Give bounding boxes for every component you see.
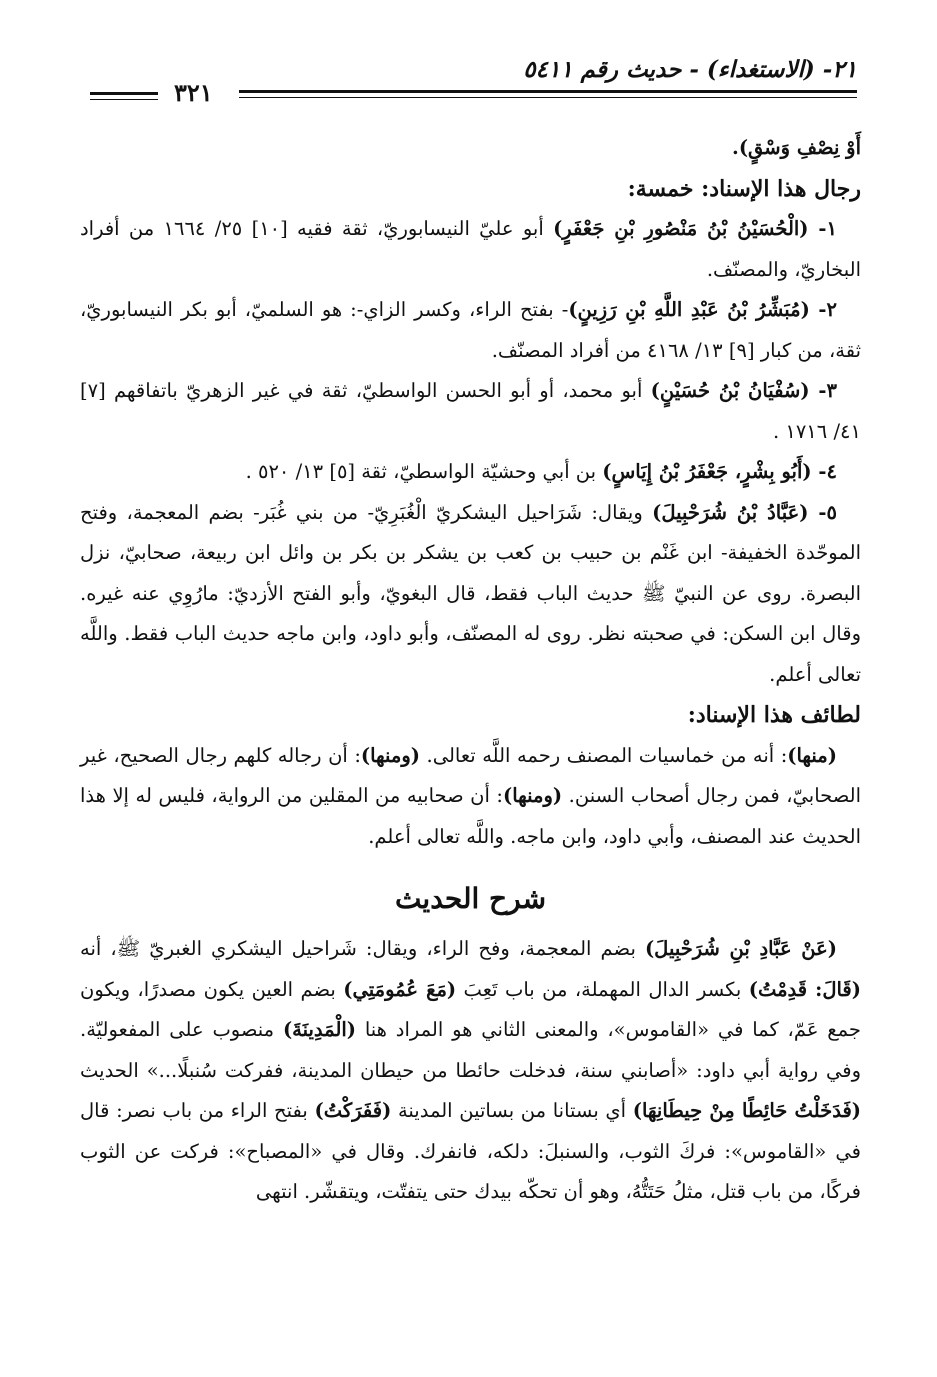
explanation-text-4: منصوب على المفعوليّة. وفي رواية أبي داود: «أصابني سنة، فدخلت حائطا من حيطان المدينة، ففركت سُنبلًا...» الحديث (80, 1018, 861, 1082)
explanation-quote-3: (مَعَ عُمُومَتِي) (343, 977, 457, 1001)
heading-narrators: رجال هذا الإسناد: خمسة: (627, 175, 861, 202)
subtleties-text-2: : أن رجاله كلهم رجال الصحيح، غير الصحابيّ، فمن رجال أصحاب السنن. (80, 743, 861, 807)
narrator-2 (80, 290, 861, 371)
header-title: ٢١- (الاستغداء) - حديث رقم ٥٤١١ (523, 56, 857, 83)
narrator-1 (80, 209, 861, 290)
narrator-2-name: ٢- (مُبَشِّرُ بْنُ عَبْدِ اللَّهِ بْنِ رَزِينٍ) (568, 298, 838, 321)
heading-explanation: شرح الحديث (394, 882, 547, 915)
explanation-quote-2: (قَالَ: قَدِمْتُ) (748, 977, 861, 1001)
narrator-5-name: ٥- (عَبَّادُ بْنُ شُرَحْبِيلَ) (652, 500, 837, 524)
running-header (90, 52, 857, 112)
narrator-1-text: أبو عليّ النيسابوريّ، ثقة فقيه [١٠] ٢٥/ ١٦٦٤ من أفراد البخاريّ، والمصنّف. (80, 217, 861, 281)
page-number: ٣٢١ (174, 78, 213, 107)
narrator-3 (80, 371, 861, 452)
explanation-text-1: بضم المعجمة، وفح الراء، ويقال: شَراحيل اليشكري الغبريّ ﷺ، أنه (80, 937, 645, 960)
subtleties-text-1: : أنه من خماسيات المصنف رحمه اللَّه تعالى. (420, 743, 788, 767)
narrator-1-name: ١- (الْحُسَيْنُ بْنُ مَنْصُورِ بْنِ جَعْفَرٍ) (553, 217, 838, 240)
explanation-text-6: بفتح الراء من باب نصر: قال في «القاموس»: فركَ الثوب، والسنبلَ: دلكه، فانفرك. وقال في «المصباح»: فركت عن الثوب فركًا، من باب قتل، مثلُ حَتَتُّهُ، وهو أن تحكّه بيدك حتى يتفتّت، ويتقشّر. انتهى (80, 1099, 861, 1203)
explanation-quote-1: (عَنْ عَبَّادِ بْنِ شُرَحْبِيلَ) (644, 937, 837, 960)
subtleties-label-1: (منها) (787, 743, 837, 767)
explanation-quote-6: (فَفَرَكْتُ) (314, 1099, 392, 1122)
narrator-5 (80, 493, 861, 696)
subtleties-label-3: (ومنها) (503, 784, 563, 807)
narrator-4-text: بن أبي وحشيّة الواسطيّ، ثقة [٥] ١٣/ ٥٢٠ . (245, 460, 603, 483)
explanation-text-2: بكسر الدال المهملة، من باب تَعِبَ (456, 977, 749, 1001)
explanation-paragraph (80, 929, 861, 1213)
narrator-3-text: أبو محمد، أو أبو الحسن الواسطيّ، ثقة في غير الزهريّ باتفاقهم [٧] ٤١/ ١٧١٦ . (80, 379, 861, 443)
narrator-4 (80, 452, 861, 493)
subtleties-paragraph (80, 736, 861, 858)
header-rule-left (90, 92, 158, 100)
opening-line: أَوْ نِصْفِ وَسْقٍ). (732, 136, 861, 159)
explanation-text-3: بضم العين يكون مصدرًا، ويكون جمع عَمّ، كما في «القاموس»، والمعنى الثاني هو المراد هنا (80, 977, 861, 1041)
header-rule (239, 90, 857, 98)
narrator-5-text: ويقال: شَرَاحيل اليشكريّ الْغُبَرِيّ- من بني غُبَر- بضم المعجمة، وفتح الموحّدة الخفيفة- ابن غَنْم بن حبيب بن كعب بن يشكر بن بكر بن وائل ابن ربيعة، صحابيّ، نزل البصرة. روى عن النبيّ ﷺ حديث الباب فقط، قال البغويّ، وأبو الفتح الأزديّ: مارُوِي عنه غيره. وقال ابن السكن: في صحبته نظر. روى له المصنّف، وأبو داود، وابن ماجه حديث الباب فقط. واللَّه تعالى أعلم. (80, 500, 861, 686)
narrator-2-text: - بفتح الراء، وكسر الزاي-: هو السلميّ، أبو بكر النيسابوريّ، ثقة، من كبار [٩] ١٣/ ٤١٦٨ من أفراد المصنّف. (80, 298, 861, 362)
page-body (80, 128, 861, 1213)
subtleties-text-3: : أن صحابيه من المقلين من الرواية، فليس له إلا هذا الحديث عند المصنف، وأبي داود، وابن ماجه. واللَّه تعالى أعلم. (80, 784, 861, 848)
narrator-3-name: ٣- (سُفْيَانُ بْنُ حُسَيْنٍ) (650, 379, 837, 402)
narrator-4-name: ٤- (أَبُو بِشْرٍ، جَعْفَرُ بْنُ إِيَاسٍ) (602, 460, 837, 483)
explanation-quote-5: (فَدَخَلْتُ حَائِطًا مِنْ حِيطَانِهَا) (632, 1099, 861, 1122)
explanation-quote-4: (الْمَدِينَةَ) (282, 1018, 357, 1041)
explanation-text-5: أي بستانا من بساتين المدينة (391, 1099, 633, 1122)
heading-subtleties: لطائف هذا الإسناد: (687, 702, 861, 728)
subtleties-label-2: (ومنها) (360, 743, 421, 767)
